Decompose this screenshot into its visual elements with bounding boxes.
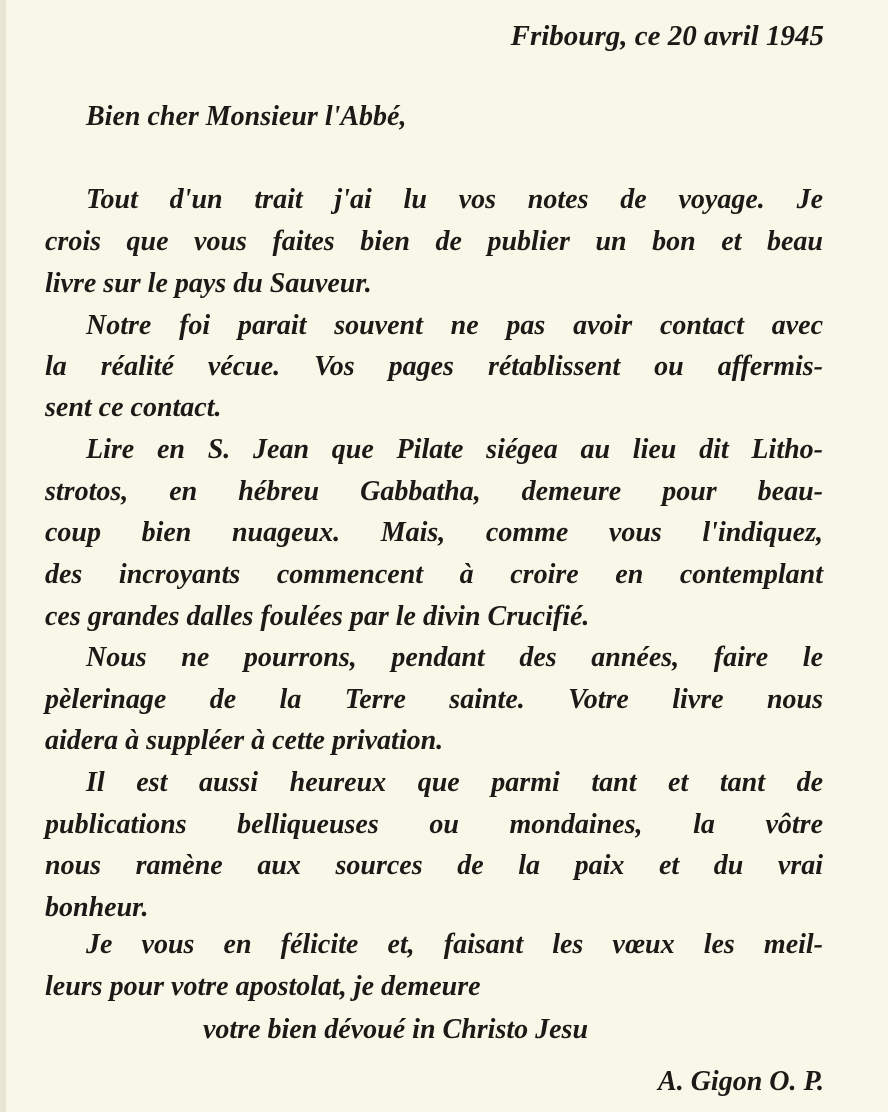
body-line: la réalité vécue. Vos pages rétablissent ou affermis- bbox=[45, 351, 823, 382]
body-line: Je vous en félicite et, faisant les vœux les meil- bbox=[86, 929, 823, 960]
letter-date: Fribourg, ce 20 avril 1945 bbox=[510, 20, 824, 52]
body-line: livre sur le pays du Sauveur. bbox=[45, 268, 372, 299]
body-line: leurs pour votre apostolat, je demeure bbox=[45, 971, 481, 1002]
body-line: crois que vous faites bien de publier un bon et beau bbox=[45, 226, 823, 257]
salutation: Bien cher Monsieur l'Abbé, bbox=[86, 101, 407, 132]
body-line: des incroyants commencent à croire en contemplant bbox=[45, 559, 823, 590]
body-line: Notre foi parait souvent ne pas avoir contact avec bbox=[86, 310, 823, 341]
page-edge-shadow bbox=[0, 0, 6, 1112]
body-line: sent ce contact. bbox=[45, 392, 222, 423]
body-line: Lire en S. Jean que Pilate siégea au lieu dit Litho- bbox=[86, 434, 823, 465]
body-line: aidera à suppléer à cette privation. bbox=[45, 725, 444, 756]
body-line: Nous ne pourrons, pendant des années, faire le bbox=[86, 642, 823, 673]
body-line: publications belliqueuses ou mondaines, la vôtre bbox=[45, 809, 823, 840]
body-line: Tout d'un trait j'ai lu vos notes de voyage. Je bbox=[86, 184, 823, 215]
body-line: nous ramène aux sources de la paix et du vrai bbox=[45, 850, 823, 881]
body-line: coup bien nuageux. Mais, comme vous l'indiquez, bbox=[45, 517, 823, 548]
body-line: bonheur. bbox=[45, 892, 149, 923]
body-line: Il est aussi heureux que parmi tant et tant de bbox=[86, 767, 823, 798]
body-line: ces grandes dalles foulées par le divin Crucifié. bbox=[45, 601, 590, 632]
body-line: pèlerinage de la Terre sainte. Votre livre nous bbox=[45, 684, 823, 715]
body-line: strotos, en hébreu Gabbatha, demeure pour beau- bbox=[45, 476, 823, 507]
signature: A. Gigon O. P. bbox=[658, 1066, 824, 1097]
closing: votre bien dévoué in Christo Jesu bbox=[203, 1014, 589, 1045]
